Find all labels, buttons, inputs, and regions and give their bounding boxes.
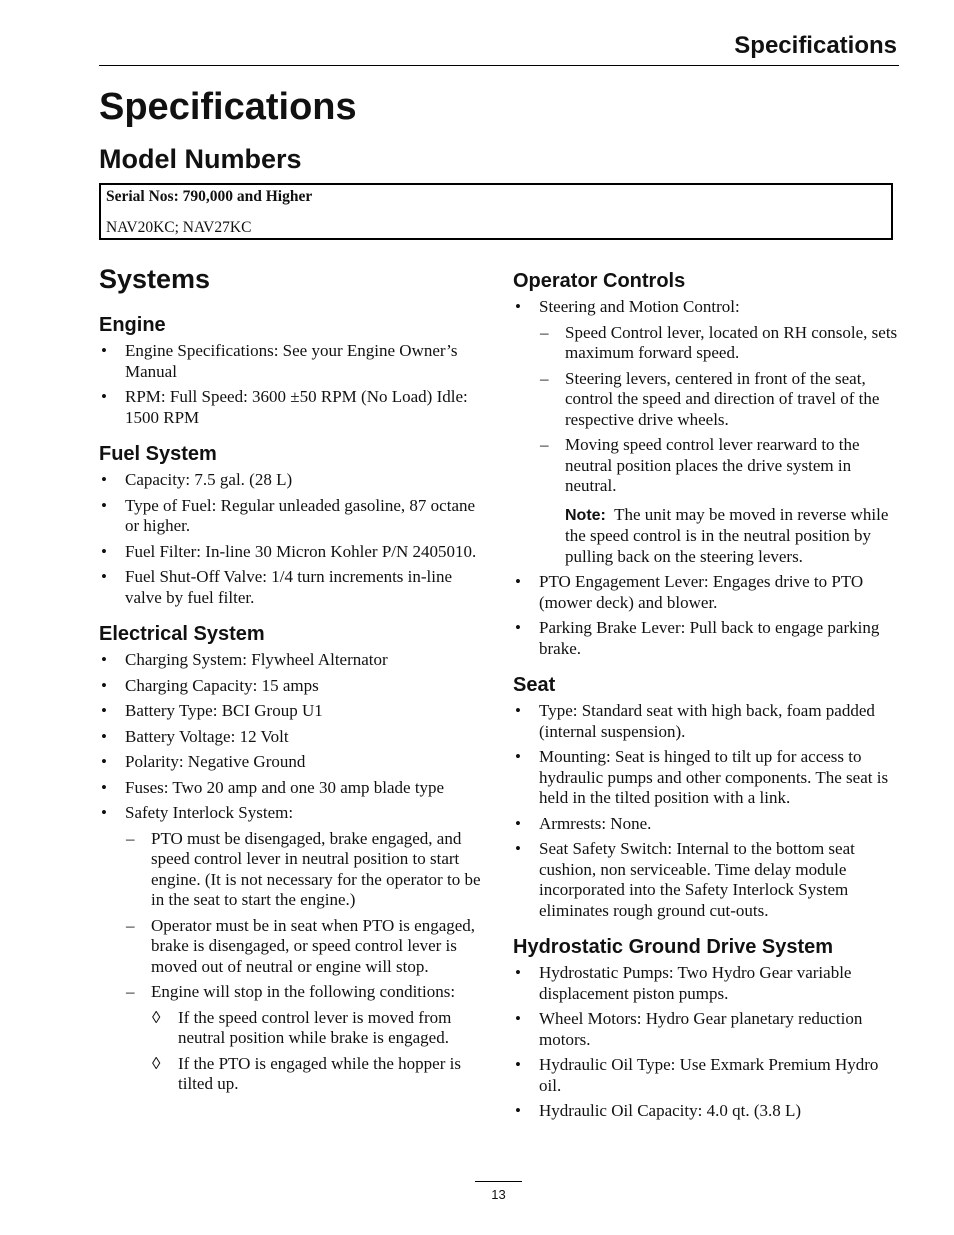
sub-list-item: – Moving speed control lever rearward to the neutral position places the drive system in neutral. (513, 435, 903, 497)
footer-rule (475, 1181, 522, 1182)
left-column (99, 312, 489, 1100)
list-item: • Battery Type: BCI Group U1 (99, 701, 489, 722)
model-list: NAV20KC; NAV27KC (106, 219, 252, 236)
model-numbers-table (99, 183, 893, 240)
hydrostatic-heading: Hydrostatic Ground Drive System (513, 936, 834, 958)
sub-list-item: – PTO must be disengaged, brake engaged, and speed control lever in neutral position to start engine. (It is not necessary for the operator to be in the seat to start the engine.) (99, 829, 489, 911)
sub-list-item: – Engine will stop in the following conditions: (99, 982, 489, 1003)
list-item: • RPM: Full Speed: 3600 ±50 RPM (No Load) Idle: 1500 RPM (99, 387, 489, 428)
note-text: The unit may be moved in reverse while the speed control is in the neutral position by pulling back on the steering levers. (565, 504, 889, 566)
right-column (513, 268, 903, 1127)
operator-controls-list (513, 297, 903, 659)
list-item: • Capacity: 7.5 gal. (28 L) (99, 470, 489, 491)
list-item: • Hydrostatic Pumps: Two Hydro Gear variable displacement piston pumps. (513, 963, 903, 1004)
list-item: • Hydraulic Oil Capacity: 4.0 qt. (3.8 L) (513, 1101, 903, 1122)
list-item: • Parking Brake Lever: Pull back to engage parking brake. (513, 618, 903, 659)
running-header-title: Specifications (734, 32, 897, 59)
list-item: • Hydraulic Oil Type: Use Exmark Premium Hydro oil. (513, 1055, 903, 1096)
fuel-list (99, 470, 489, 608)
list-item: • Charging System: Flywheel Alternator (99, 650, 489, 671)
note (513, 505, 903, 568)
operator-controls-heading: Operator Controls (513, 270, 686, 292)
header-rule (99, 65, 899, 66)
seat-heading: Seat (513, 674, 556, 696)
list-item: • Wheel Motors: Hydro Gear planetary reduction motors. (513, 1009, 903, 1050)
sub-sub-list-item: ◊ If the speed control lever is moved from neutral position while brake is engaged. (99, 1008, 489, 1049)
list-item: • Type of Fuel: Regular unleaded gasoline, 87 octane or higher. (99, 496, 489, 537)
electrical-list (99, 650, 489, 1095)
electrical-system-heading: Electrical System (99, 623, 265, 645)
seat-list (513, 701, 903, 921)
list-item: • Seat Safety Switch: Internal to the bottom seat cushion, non serviceable. Time delay module incorporated into the Safety Interlock System eliminates rough ground cut-outs. (513, 839, 903, 921)
sub-sub-list-item: ◊ If the PTO is engaged while the hopper is tilted up. (99, 1054, 489, 1095)
serial-label: Serial Nos: 790,000 and Higher (106, 188, 313, 205)
model-numbers-heading: Model Numbers (99, 144, 302, 174)
page-number: 13 (491, 1187, 506, 1202)
engine-list (99, 341, 489, 428)
fuel-system-heading: Fuel System (99, 443, 217, 465)
note-label: Note: (565, 506, 606, 524)
list-item: • Charging Capacity: 15 amps (99, 676, 489, 697)
systems-heading: Systems (99, 264, 211, 294)
sub-list-item: – Steering levers, centered in front of the seat, control the speed and direction of travel of the respective drive wheels. (513, 369, 903, 431)
page-title: Specifications (99, 86, 357, 128)
hydrostatic-list (513, 963, 903, 1122)
list-item: • Engine Specifications: See your Engine Owner’s Manual (99, 341, 489, 382)
list-item: • Polarity: Negative Ground (99, 752, 489, 773)
list-item: • Safety Interlock System: (99, 803, 489, 824)
list-item: • Battery Voltage: 12 Volt (99, 727, 489, 748)
sub-list-item: – Operator must be in seat when PTO is engaged, brake is disengaged, or speed control lever is moved out of neutral or engine will stop. (99, 916, 489, 978)
list-item: • Fuel Shut-Off Valve: 1/4 turn increments in-line valve by fuel filter. (99, 567, 489, 608)
list-item: • Steering and Motion Control: (513, 297, 903, 318)
engine-heading: Engine (99, 314, 166, 336)
list-item: • Fuses: Two 20 amp and one 30 amp blade type (99, 778, 489, 799)
list-item: • Fuel Filter: In-line 30 Micron Kohler P/N 2405010. (99, 542, 489, 563)
list-item: • PTO Engagement Lever: Engages drive to PTO (mower deck) and blower. (513, 572, 903, 613)
list-item: • Mounting: Seat is hinged to tilt up for access to hydraulic pumps and other components. The seat is held in the tilted position with a link. (513, 747, 903, 809)
list-item: • Type: Standard seat with high back, foam padded (internal suspension). (513, 701, 903, 742)
list-item: • Armrests: None. (513, 814, 903, 835)
sub-list-item: – Speed Control lever, located on RH console, sets maximum forward speed. (513, 323, 903, 364)
